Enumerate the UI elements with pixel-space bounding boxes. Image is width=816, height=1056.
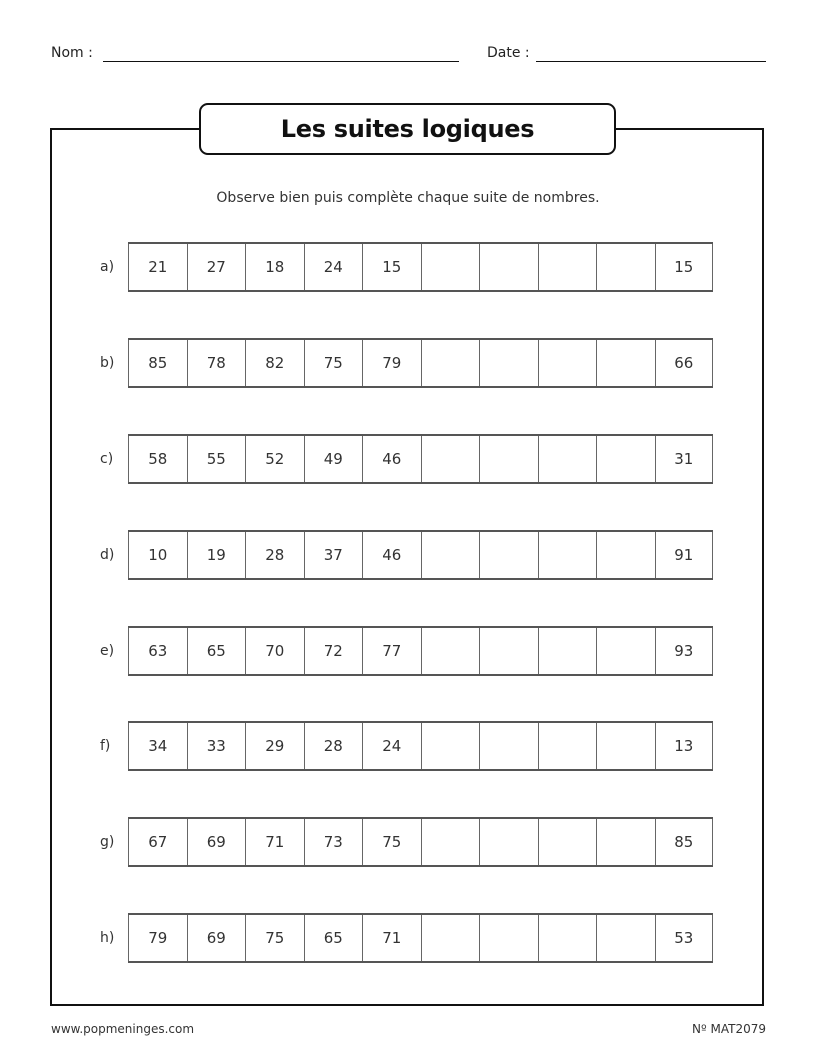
blank-cell[interactable]	[479, 915, 538, 961]
sequence-label: d)	[100, 547, 115, 563]
number-cell: 13	[655, 723, 714, 769]
sequence-cells	[128, 721, 713, 771]
blank-cell[interactable]	[479, 244, 538, 290]
number-cell: 10	[128, 532, 187, 578]
blank-cell[interactable]	[596, 244, 655, 290]
number-cell: 75	[304, 340, 363, 386]
number-cell: 24	[362, 723, 421, 769]
name-label: Nom :	[51, 45, 93, 61]
number-cell: 53	[655, 915, 714, 961]
number-cell: 15	[655, 244, 714, 290]
number-cell: 63	[128, 628, 187, 674]
blank-cell[interactable]	[479, 340, 538, 386]
number-cell: 24	[304, 244, 363, 290]
sequence-label: f)	[100, 738, 111, 754]
footer-website: www.popmeninges.com	[51, 1022, 195, 1036]
footer-code: Nº MAT2079	[692, 1022, 766, 1036]
blank-cell[interactable]	[596, 436, 655, 482]
number-cell: 21	[128, 244, 187, 290]
blank-cell[interactable]	[538, 340, 597, 386]
blank-cell[interactable]	[596, 915, 655, 961]
number-cell: 82	[245, 340, 304, 386]
sequence-label: h)	[100, 930, 115, 946]
blank-cell[interactable]	[538, 436, 597, 482]
sequence-label: b)	[100, 355, 115, 371]
number-cell: 93	[655, 628, 714, 674]
blank-cell[interactable]	[421, 915, 480, 961]
blank-cell[interactable]	[596, 628, 655, 674]
blank-cell[interactable]	[479, 819, 538, 865]
blank-cell[interactable]	[421, 436, 480, 482]
number-cell: 52	[245, 436, 304, 482]
blank-cell[interactable]	[538, 244, 597, 290]
number-cell: 69	[187, 915, 246, 961]
number-cell: 28	[304, 723, 363, 769]
blank-cell[interactable]	[596, 723, 655, 769]
blank-cell[interactable]	[421, 628, 480, 674]
sequence-cells	[128, 626, 713, 676]
number-cell: 66	[655, 340, 714, 386]
number-cell: 78	[187, 340, 246, 386]
sequence-cells	[128, 530, 713, 580]
number-cell: 19	[187, 532, 246, 578]
sequence-label: a)	[100, 259, 115, 275]
number-cell: 18	[245, 244, 304, 290]
blank-cell[interactable]	[538, 628, 597, 674]
number-cell: 75	[245, 915, 304, 961]
sequence-label: g)	[100, 834, 115, 850]
blank-cell[interactable]	[421, 340, 480, 386]
sequence-cells	[128, 338, 713, 388]
name-field[interactable]	[103, 61, 459, 62]
number-cell: 55	[187, 436, 246, 482]
number-cell: 27	[187, 244, 246, 290]
blank-cell[interactable]	[596, 340, 655, 386]
date-field[interactable]	[536, 61, 766, 62]
number-cell: 33	[187, 723, 246, 769]
title-box	[199, 103, 616, 155]
number-cell: 67	[128, 819, 187, 865]
date-label: Date :	[487, 45, 530, 61]
sequence-cells	[128, 434, 713, 484]
page-title: Les suites logiques	[280, 115, 535, 143]
number-cell: 65	[187, 628, 246, 674]
number-cell: 65	[304, 915, 363, 961]
number-cell: 70	[245, 628, 304, 674]
blank-cell[interactable]	[596, 819, 655, 865]
number-cell: 77	[362, 628, 421, 674]
instructions: Observe bien puis complète chaque suite de nombres.	[216, 190, 600, 206]
number-cell: 71	[245, 819, 304, 865]
sequence-cells	[128, 913, 713, 963]
number-cell: 79	[362, 340, 421, 386]
sequence-cells	[128, 817, 713, 867]
number-cell: 79	[128, 915, 187, 961]
number-cell: 58	[128, 436, 187, 482]
number-cell: 34	[128, 723, 187, 769]
number-cell: 29	[245, 723, 304, 769]
blank-cell[interactable]	[421, 723, 480, 769]
number-cell: 85	[655, 819, 714, 865]
blank-cell[interactable]	[479, 723, 538, 769]
blank-cell[interactable]	[421, 819, 480, 865]
number-cell: 49	[304, 436, 363, 482]
sequence-cells	[128, 242, 713, 292]
number-cell: 85	[128, 340, 187, 386]
number-cell: 31	[655, 436, 714, 482]
number-cell: 46	[362, 532, 421, 578]
number-cell: 28	[245, 532, 304, 578]
blank-cell[interactable]	[479, 436, 538, 482]
number-cell: 37	[304, 532, 363, 578]
blank-cell[interactable]	[596, 532, 655, 578]
blank-cell[interactable]	[479, 628, 538, 674]
number-cell: 72	[304, 628, 363, 674]
number-cell: 69	[187, 819, 246, 865]
number-cell: 73	[304, 819, 363, 865]
number-cell: 46	[362, 436, 421, 482]
blank-cell[interactable]	[538, 819, 597, 865]
number-cell: 15	[362, 244, 421, 290]
sequence-label: c)	[100, 451, 114, 467]
sequence-label: e)	[100, 643, 115, 659]
blank-cell[interactable]	[421, 532, 480, 578]
number-cell: 71	[362, 915, 421, 961]
number-cell: 91	[655, 532, 714, 578]
blank-cell[interactable]	[479, 532, 538, 578]
number-cell: 75	[362, 819, 421, 865]
blank-cell[interactable]	[538, 915, 597, 961]
blank-cell[interactable]	[538, 723, 597, 769]
blank-cell[interactable]	[538, 532, 597, 578]
blank-cell[interactable]	[421, 244, 480, 290]
